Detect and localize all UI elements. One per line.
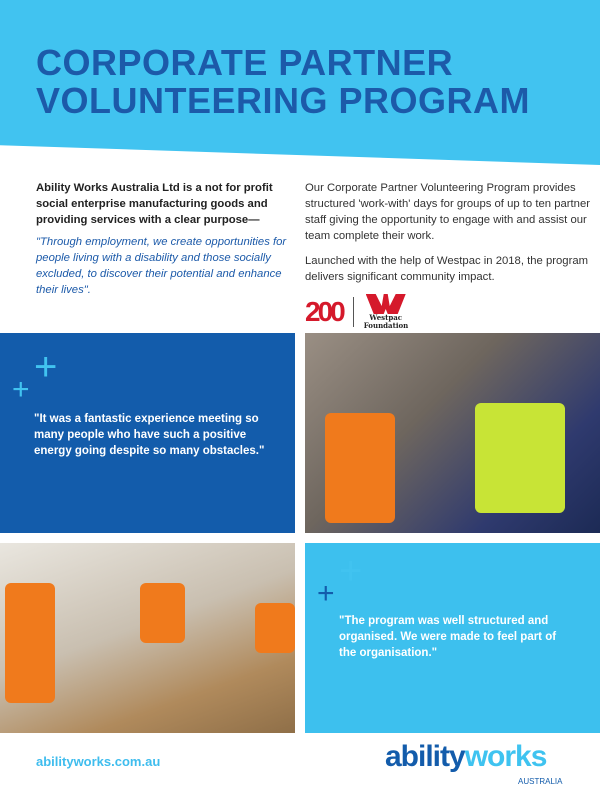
- plus-icon-small: +: [12, 373, 30, 406]
- logo-works: works: [464, 740, 547, 773]
- green-vest: [475, 403, 565, 513]
- program-para-2: Launched with the help of Westpac in 2018, the program delivers significant community impact.: [305, 255, 589, 283]
- website-link[interactable]: abilityworks.com.au: [36, 754, 161, 769]
- photo-workers-boxes: [0, 543, 295, 733]
- plus-icon: +: [34, 345, 58, 389]
- plus-icon-small: +: [317, 577, 335, 610]
- intro-column: [36, 180, 288, 298]
- quote-box-2: [305, 543, 600, 733]
- orange-vest: [325, 413, 395, 523]
- page-title: [36, 44, 530, 120]
- orange-vest: [5, 583, 55, 703]
- partner-logos: [305, 294, 590, 330]
- logo-australia: AUSTRALIA: [518, 777, 563, 786]
- foundation-text: Foundation: [363, 321, 409, 330]
- logo-ability: ability: [385, 740, 465, 773]
- westpac-200-logo: 200: [305, 296, 343, 327]
- quote-box-1: [0, 333, 295, 533]
- orange-vest: [255, 603, 295, 653]
- intro-bold: Ability Works Australia Ltd is a not for profit social enterprise manufacturing goods and providing services with a clear purpose—: [36, 182, 273, 226]
- title-line-1: CORPORATE PARTNER: [36, 42, 454, 83]
- testimonial-1: "It was a fantastic experience meeting so many people who have such a positive energy going despite so many obstacles.": [34, 413, 265, 457]
- program-para-1: Our Corporate Partner Volunteering Program provides structured 'work-with' days for groups of up to ten partner staff giving the opportunity to engage with and assist our team complete their work.: [305, 182, 590, 242]
- westpac-foundation-logo: [364, 294, 408, 330]
- plus-icon: +: [339, 549, 363, 593]
- abilityworks-logo: [385, 740, 546, 774]
- program-column: [305, 180, 590, 330]
- intro-quote: "Through employment, we create opportunities for people living with a disability and those socially excluded, to discover their potential and enhance their lives".: [36, 236, 287, 296]
- westpac-w-icon: [366, 294, 406, 314]
- orange-vest: [140, 583, 185, 643]
- photo-volunteers-packing: [305, 333, 600, 533]
- program-description: [305, 180, 590, 285]
- logo-divider: [353, 297, 354, 327]
- title-line-2: VOLUNTEERING PROGRAM: [36, 80, 531, 121]
- testimonial-2: "The program was well structured and organised. We were made to feel part of the organisation.": [339, 615, 557, 659]
- westpac-text: Westpac: [369, 313, 403, 322]
